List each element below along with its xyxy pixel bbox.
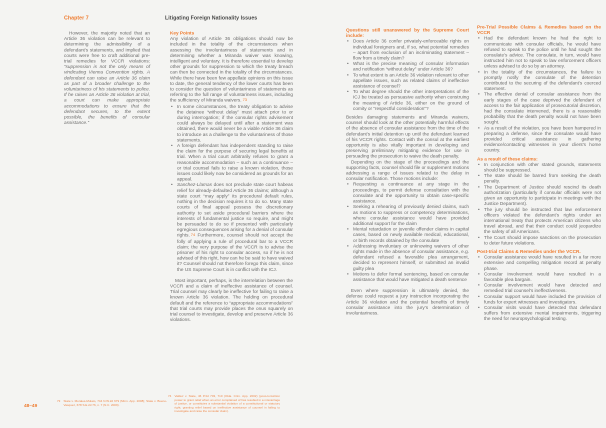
list-item-text: Consular visits would have detected that defendant suffers from extensive mental impairments, triggering the need for neuropsychological testing.	[484, 304, 601, 322]
list-item	[477, 173, 601, 184]
consular-effects-paragraph: Besides damaging statements and Miranda waivers, counsel should look at the other potentially harmful effects of the absence of consular assistance from the time of the defendant’s initial detention up until the defendant learned of his VCCR rights. Contact with the consul at the earliest opportunity is also vitally important in developing and preserving preliminary mitigating evidence for use in persuading the prosecution to waive the death penalty.	[346, 114, 469, 159]
list-item	[477, 91, 601, 125]
list-item	[170, 182, 293, 272]
posttrial-claims-heading: Post-trial Claims & Remedies under the VCCR.	[477, 248, 581, 254]
list-item	[346, 72, 469, 89]
list-item	[346, 61, 469, 72]
list-item-text: Consular involvement would have detected and remedied trial counsel’s ineffectiveness.	[484, 282, 601, 294]
unanswered-questions-list	[346, 38, 469, 111]
list-item-text: Furthermore, counsel should not accept the folly of applying a rule of procedural bar to a VCCR claim; the very purpose of the VCCR is to advise the prisoner of his right to consular access, so if he is not advised of this right, how can he be said to have waived it? Counsel should not therefore forego this claim, since the US Supreme Court is in conflict with the ICJ.	[177, 232, 293, 272]
list-item-text: To what degree should the other interpretations of the ICJ be treated as persuasive authority when construing the meaning of Article 36, either on the ground of comity or “respectful consideration”?	[353, 88, 469, 111]
key-points-list	[170, 103, 293, 181]
list-item	[346, 38, 469, 60]
claim-results-heading: As a result of these claims:	[477, 155, 538, 162]
list-item-text: In some circumstances, the treaty obligation to advise the detainee “without delay” must attach prior to or during interrogation; if the consular rights advisement could always be delayed until after a statement was obtained, there would never be a viable Article 36 claim to introduce as a challenge to the voluntariness of those statements.	[177, 103, 293, 143]
list-item-text: Does Article 36 confer privately-enforceable rights on individual foreigners and, if so, what potential remedies – apart from exclusion of an incriminating statement – flow from a timely claim?	[353, 38, 469, 61]
list-item	[477, 184, 601, 206]
court-quote-text: “suppression is not the only means of vindicating Vienna Convention rights. A defendant can raise an Article 36 claim as part of a broader challenge to the voluntariness of his statements to police. If he raises an Article 36 violation at trial, a court can make appropriate accommodations to ensure that the defendant secures, to the extent possible, the benefits of consular assistance.”	[64, 63, 150, 126]
list-item	[477, 271, 601, 282]
list-item	[346, 243, 469, 271]
list-item	[477, 125, 601, 153]
footnote-text: Valdez v. State, 46 P.3d 703, 710 (Okla. Crim. App. 2002) (post-conviction power to grant relief when an error complained of has resulted in a miscarriage of justice, or constitutes a substantial violation of a constitutional or statutory right; granting relief based on ineffective assistance of counsel in failing to investigate and raise the consular claim).	[174, 395, 280, 414]
list-item	[477, 35, 601, 69]
list-item-text: In conjunction with other stated grounds, statements should be suppressed.	[484, 161, 601, 173]
list-item	[346, 181, 469, 203]
page-title: Litigating Foreign Nationality Issues	[165, 15, 258, 21]
list-item	[346, 204, 469, 226]
posttrial-claims-list	[477, 254, 601, 321]
footnote-text: State v. Morales-Mulato, 744 N.W.2d 679 (Minn. App. 2008); State v. Bueno-Vasquez, 678 S.E.2d 76, n. 7 (N.C. 2009).	[63, 400, 167, 407]
list-item-text: What is the precise meaning of consular information and notification “without delay” under Article 36?	[353, 60, 469, 72]
footnote-74	[168, 395, 280, 414]
key-points-closing: Most important, perhaps, is the interrelation between the VCCR and a claim of ineffective assistance of counsel. Trial counsel may clearly be ineffective for failing to raise a known Article 36 violation. The holding on procedural default and the reference to “appropriate accommodations” that trial courts may provide places the onus squarely on trial counsel to investigate, develop and preserve Article 36 violations.	[170, 277, 293, 323]
list-item-text: The effective denial of consular assistance from the early stages of the case deprived the defendant of access to the fair application of prosecutorial discretion, had the consulate intervened, there is a reasonable probability that the death penalty would not have been sought.	[484, 91, 601, 125]
claim-results-list	[477, 161, 601, 245]
list-item-text: Addressing involuntary or unknowing waivers of other rights made in the absence of consular assistance, e.g. defendant refused a favorable plea arrangement, decided to represent himself, or submitted an invalid guilty plea	[353, 242, 469, 271]
pretrial-claims-list	[477, 35, 601, 153]
list-item-text: Had the defendant known he had the right to communicate with consular officials, he would have refused to speak to the police until he had sought the consulate’s advice. The consulate, in turn, would have instructed him not to speak to law enforcement officers unless advised to do so by an attorney.	[484, 35, 601, 69]
list-item-text: The jury should be instructed that law enforcement officers violated the defendant’s rights under an international treaty that protects American citizens who travel abroad, and that their conduct could jeopardize the safety of all Americans.	[484, 206, 601, 235]
chapter-label: Chapter 7	[64, 15, 89, 21]
list-item	[477, 206, 601, 234]
footnote-ref-74: 74	[190, 232, 196, 238]
list-item	[477, 304, 601, 321]
claims-column	[477, 24, 601, 321]
footnote-number: 73	[57, 400, 61, 403]
motions-intro-paragraph: Depending on the stage of the proceedings and the supporting facts, counsel should file or supplement motions addressing a range of issues related to the delay in consular notification. Those motions include:	[346, 158, 469, 182]
key-points-heading: Key Points	[170, 30, 195, 36]
list-item-text: does not preclude state court habeas relief for already-defaulted Article 36 claims; although a state court “may apply” its procedural default rules, nothing in the decision requires it to do so. Many state courts of final appeal possess the discretionary authority to set aside procedural barriers where the interests of fundamental justice so require, and might be persuaded to do so if presented with particularly egregious consequences arising for a denial of consular rights.	[177, 181, 293, 238]
list-item-text: In the totality of the circumstances, the failure to promptly notify the consulate of the detention contributed to the securing of the defendant’s coerced statement.	[484, 68, 601, 92]
intro-lead-text: However, the majority noted that an Article 36 violation can be relevant to determining the admissibility of a defendant’s statements, and implied that courts were free to craft additional pre-trial remedies for VCCR violations:	[64, 30, 150, 64]
motions-list	[346, 181, 469, 282]
footnote-73	[57, 400, 167, 408]
questions-column	[346, 27, 469, 316]
list-item	[346, 271, 469, 282]
pretrial-claims-heading: Pre-Trial Possible Claims & Remedies based on the VCCR	[477, 24, 601, 36]
list-item-text: The state should be barred from seeking the death penalty.	[484, 172, 601, 184]
list-item-text: Requesting a continuance at any stage in the proceedings, to permit defense consultation with the consulate and the opportunity to obtain case-specific assistance.	[353, 181, 469, 204]
list-item-text: A foreign defendant has independent standing to raise the claim for the purpose of securing legal benefits at trial. When a trial court arbitrarily refuses to grant a reasonable accommodation – such as a continuance – or trial counsel fails to raise a known violation, those issues could likely now be considered as grounds for an appeal.	[177, 142, 293, 182]
list-item	[477, 161, 601, 172]
footnote-number: 74	[168, 395, 172, 398]
list-item-text: Consular involvement would have resulted in a favorable plea bargain.	[484, 270, 601, 282]
list-item	[477, 234, 601, 245]
case-name-text: Sanchez-Llamas	[177, 181, 212, 188]
list-item	[170, 143, 293, 182]
list-item-text: The Court should impose sanctions on the prosecution to deter future violations.	[484, 234, 601, 246]
list-item-text: Motions to defer formal sentencing, based on consular assistance that would have mitigated a death sentence	[353, 270, 469, 282]
unanswered-questions-heading: Questions still unanswered by the Supreme Court include:	[346, 27, 469, 39]
list-item	[170, 103, 293, 142]
list-item-text: As a result of the violation, you have been hampered in preparing a defense, since the consulate would have provided critical assistance in gathering evidence/contacting witnesses in your client’s home country.	[484, 124, 601, 153]
intro-paragraph	[64, 30, 150, 125]
list-item	[346, 89, 469, 111]
list-item	[477, 69, 601, 91]
list-item	[477, 254, 601, 271]
list-item	[346, 226, 469, 243]
footnote-ref-73: 73	[242, 97, 248, 103]
list-item-text: Consular assistance would have resulted in a far more extensive and compelling mitigation record at penalty phase.	[484, 254, 601, 271]
key-points-column	[170, 30, 293, 322]
list-item-text: Consular support would have included the provision of funds for expert witnesses and investigators.	[484, 293, 601, 305]
page-number: 48–49	[24, 403, 38, 409]
key-points-intro	[170, 36, 293, 104]
list-item	[477, 282, 601, 293]
key-points-intro-text: Any violation of Article 36 obligations should now be included in the totality of the circumstances when assessing the involuntariness of statements and in determining whether a Miranda waiver was knowing, intelligent and voluntary. It is therefore essential to develop other grounds for suppression to which the treaty breach can then be connected in the totality of the circumstances. While there have been few appellate opinions on this issue to date, the general tendency of the lower courts has been to consider the question of voluntariness of statements as referring to the full range of voluntariness issues, including the sufficiency of Miranda waivers.	[170, 35, 293, 103]
list-item-text: Seeking a rehearing of previously denied claims, such as motions to suppress or competency determinations, where consular assistance would have provided additional support for the claim	[353, 203, 469, 226]
jury-instruction-paragraph: Even where suppression is ultimately denied, the defense could request a jury instruction incorporating the Article 36 violation and the potential benefits of timely consular assistance into the jury’s determination of involuntariness.	[346, 287, 469, 316]
list-item-text: To what extent is an Article 36 violation relevant to other appellate issues, such as related claims of ineffective assistance of counsel?	[353, 71, 469, 89]
list-item-text: The Department of Justice should rescind its death authorization (particularly if consular officials were not given an opportunity to participate in meetings with the Justice Department).	[484, 183, 601, 207]
list-item	[477, 293, 601, 304]
intro-column	[64, 30, 150, 125]
list-item-text: Mental retardation or juvenile offender claims in capital cases, based on newly available medical, educational, or birth records obtained by the consulate	[353, 226, 469, 243]
